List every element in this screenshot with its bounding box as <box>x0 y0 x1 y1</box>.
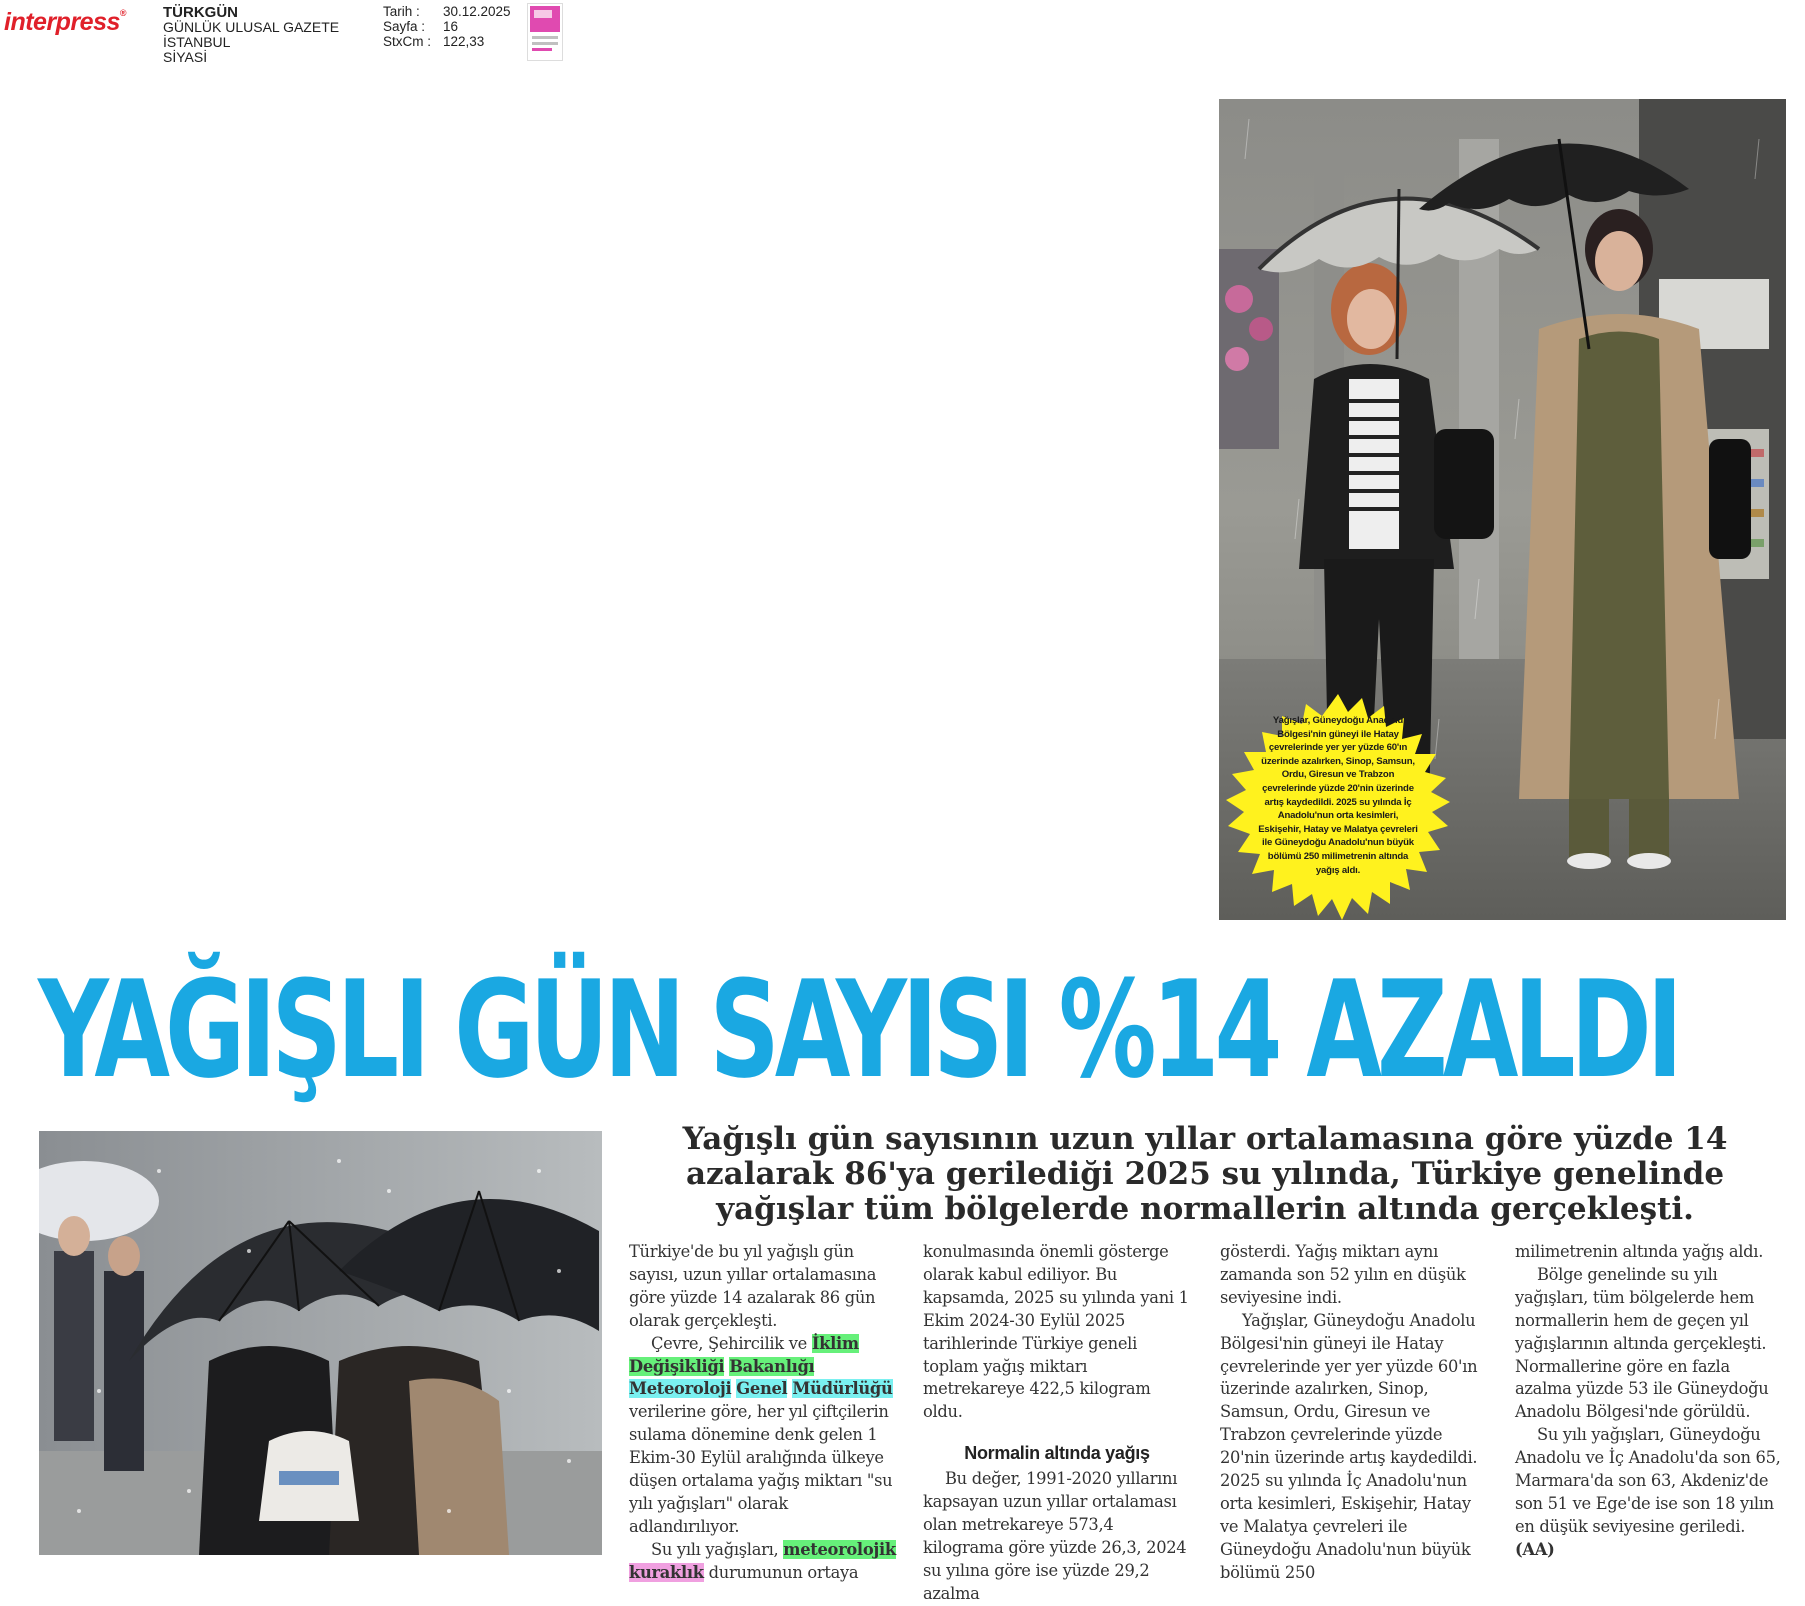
caption-starburst <box>1224 694 1452 930</box>
highlight-iklim: İklim Değişikliği <box>629 1333 859 1376</box>
page-thumbnail <box>527 3 563 61</box>
paragraph: gösterdi. Yağış miktarı aynı zamanda son 52 yılın en düşük seviyesine indi. <box>1220 1242 1466 1307</box>
highlight-meteoroloji: Meteoroloji <box>629 1379 732 1399</box>
page-value: 16 <box>443 19 459 34</box>
paragraph: konulmasında önemli gösterge olarak kabul ediliyor. Bu kapsamda, 2025 su yılında yani 1 Ekim 2024-30 Eylül 2025 tarihlerinde Türkiye geneli toplam yağış miktarı metrekareye 422,5 kilogram oldu. <box>923 1242 1189 1422</box>
clipping-meta <box>383 4 511 49</box>
publication-type: GÜNLÜK ULUSAL GAZETE <box>163 19 340 35</box>
stxcm-label: StxCm : <box>383 34 432 49</box>
highlight-mudurlugu: Müdürlüğü <box>792 1379 893 1399</box>
paragraph: milimetrenin altında yağış aldı. <box>1515 1242 1764 1261</box>
body-column-4 <box>1515 1241 1783 1562</box>
paragraph: Çevre, Şehircilik ve İklim Değişikliği Bakanlığı Meteoroloji Genel Müdürlüğü verilerine göre, her yıl çiftçilerin sulama dönemine denk gelen 1 Ekim-30 Eylül aralığında ülkeye düşen ortalama yağış miktarı "su yılı yağışları" olarak adlandırılıyor. <box>629 1333 893 1536</box>
publication-section: SİYASİ <box>163 49 208 65</box>
paragraph: Yağışlar, Güneydoğu Anadolu Bölgesi'nin güneyi ile Hatay çevrelerinde yer yer yüzde 60'ın üzerinde azalırken, Sinop, Samsun, Ordu, Giresun ve Trabzon çevrelerinde yüzde 20'nin üzerinde artış kaydedildi. 2025 su yılında İç Anadolu'nun orta kesimleri, Eskişehir, Hatay ve Malatya çevreleri ile Güneydoğu Anadolu'nun büyük bölümü 250 <box>1220 1310 1478 1582</box>
paragraph: Bölge genelinde su yılı yağışları, tüm bölgelerde hem normallerin hem de geçen yıl yağışlarının altında gerçekleşti. Normallerine göre en fazla azalma yüzde 53 ile Güneydoğu Anadolu Bölgesi'nde görüldü. <box>1515 1264 1769 1422</box>
umbrella-crowd-photo <box>39 1131 602 1555</box>
publication-city: İSTANBUL <box>163 34 231 50</box>
paragraph: Su yılı yağışları, Güneydoğu Anadolu ve İç Anadolu'da son 65, Marmara'da son 63, Akdeniz'de son 51 ve Ege'de ise son 18 yılın en düşük seviyesine geriledi. (AA) <box>1515 1425 1781 1559</box>
body-column-2 <box>923 1241 1191 1606</box>
highlight-kuraklik: kuraklık <box>629 1562 704 1582</box>
source-credit: (AA) <box>1515 1539 1555 1559</box>
paragraph: Türkiye'de bu yıl yağışlı gün sayısı, uzun yıllar ortalamasına göre yüzde 14 azalarak 86 gün olarak gerçekleşti. <box>629 1242 877 1330</box>
highlight-bakanlik: Bakanlığı <box>729 1356 815 1376</box>
date-label: Tarih : <box>383 4 420 19</box>
interpress-logo: interpress® <box>4 8 127 36</box>
publication-name: TÜRKGÜN <box>163 4 238 21</box>
paragraph: Bu değer, 1991-2020 yıllarını kapsayan uzun yıllar ortalaması olan metrekareye 573,4 kilograma göre yüzde 26,3, 2024 su yılına göre ise yüzde 29,2 azalma <box>923 1469 1187 1603</box>
page-label: Sayfa : <box>383 19 426 34</box>
stxcm-value: 122,33 <box>443 34 485 49</box>
highlight-meteorolojik: meteorolojik <box>783 1539 896 1559</box>
deck: Yağışlı gün sayısının uzun yıllar ortalamasına göre yüzde 14 azalarak 86'ya gerilediği 2025 su yılında, Türkiye genelinde yağışlar tüm bölgelerde normallerin altında gerçekleşti. <box>682 1121 1728 1227</box>
headline: YAĞIŞLI GÜN SAYISI %14 AZALDI <box>38 952 1678 1108</box>
body-column-3 <box>1220 1241 1488 1585</box>
highlight-genel: Genel <box>736 1379 788 1399</box>
subheading: Normalin altında yağış <box>964 1443 1150 1464</box>
paragraph: Su yılı yağışları, meteorolojik kuraklık durumunun ortaya <box>629 1539 896 1582</box>
body-column-1 <box>629 1241 897 1585</box>
caption-text: Yağışlar, Güneydoğu Anadolu Bölgesi'nin güneyi ile Hatay çevrelerinde yer yer yüzde 60'ın üzerinde azalırken, Sinop, Samsun, Ordu, Giresun ve Trabzon çevrelerinde yüzde 20'nin üzerinde artış kaydedildi. 2025 su yılında İç Anadolu'nun orta kesimleri, Eskişehir, Hatay ve Malatya çevreleri ile Güneydoğu Anadolu'nun büyük bölümü 250 milimetrenin altında yağış aldı. <box>1258 715 1418 876</box>
publication-meta <box>163 5 339 65</box>
date-value: 30.12.2025 <box>443 4 511 19</box>
